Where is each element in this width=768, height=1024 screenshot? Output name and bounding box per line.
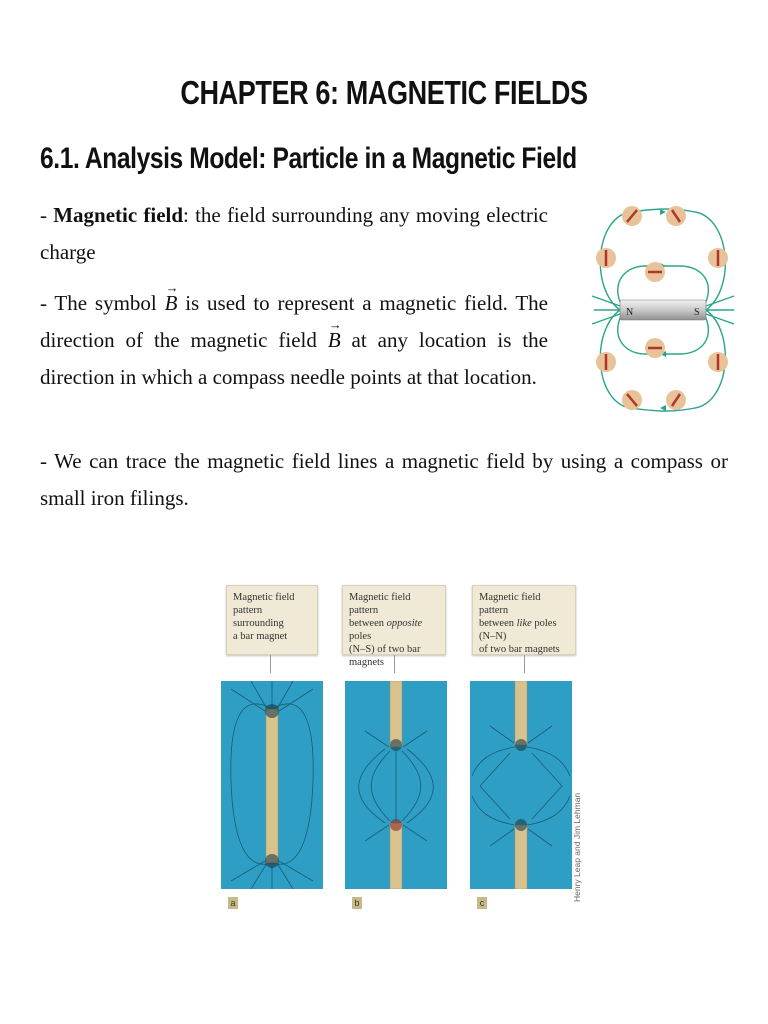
term-magnetic-field: Magnetic field: [53, 203, 184, 227]
compass-needle: [708, 352, 728, 372]
caption-emphasis: like: [516, 618, 532, 629]
caption-line: Magnetic field pattern: [349, 592, 411, 616]
compass-needle: [645, 338, 665, 358]
caption-line: (N–S) of two bar magnets: [349, 644, 421, 668]
caption-text: poles: [349, 631, 372, 642]
caption-line: pattern surrounding: [233, 605, 284, 629]
photo-label-b: b: [352, 897, 362, 909]
vector-b-symbol: → B: [328, 322, 341, 359]
paragraph-symbol-b: [40, 285, 548, 396]
caption-text: between: [349, 618, 387, 629]
vector-b-symbol: → B: [165, 285, 178, 322]
text-segment: is used to represent a magnetic field. The direction of the magnetic field: [40, 291, 548, 352]
chapter-title: CHAPTER 6: MAGNETIC FIELDS: [180, 74, 588, 111]
caption-a: [226, 585, 318, 655]
compass-needle: [596, 248, 616, 268]
compass-needle: [708, 248, 728, 268]
photo-credit: [572, 782, 584, 902]
caption-line: Magnetic field pattern: [479, 592, 541, 616]
photo-label-c: c: [477, 897, 487, 909]
south-pole-label: S: [694, 307, 700, 318]
definition-text: : the field surrounding any moving electric charge: [40, 203, 548, 264]
compass-needle: [622, 390, 642, 410]
compass-needle: [645, 262, 665, 282]
paragraph-magnetic-field-definition: [40, 197, 548, 271]
bar-magnet-compass-figure: [590, 198, 736, 416]
compass-needle: [596, 352, 616, 372]
caption-c: [472, 585, 576, 655]
caption-text: poles (N–N): [479, 618, 557, 642]
caption-line: of two bar magnets: [479, 644, 560, 655]
compass-needle: [666, 206, 686, 226]
text-segment: - The symbol: [40, 291, 165, 315]
compass-needle: [666, 390, 686, 410]
bullet-dash: -: [40, 203, 54, 227]
caption-pointer: [270, 655, 271, 673]
north-pole-label: N: [626, 307, 634, 318]
iron-filings-figure: [218, 585, 588, 915]
caption-line: [349, 617, 439, 643]
caption-b: [342, 585, 446, 668]
photo-opposite-poles: [345, 681, 447, 889]
caption-text: between: [479, 618, 517, 629]
caption-line: Magnetic field: [233, 592, 295, 603]
section-heading: 6.1. Analysis Model: Particle in a Magnetic Field: [40, 142, 577, 175]
caption-line: [479, 617, 569, 643]
compass-needle: [622, 206, 642, 226]
caption-pointer: [524, 655, 525, 673]
caption-line: a bar magnet: [233, 631, 288, 642]
photo-like-poles: [470, 681, 572, 889]
paragraph-tracing-field-lines: - We can trace the magnetic field lines a magnetic field by using a compass or small iron filings.: [40, 449, 728, 510]
photo-label-a: a: [228, 897, 238, 909]
text-segment: at any location is the direction in which a compass needle points at that location.: [40, 328, 548, 389]
photo-single-bar-magnet: [221, 681, 323, 889]
caption-pointer: [394, 655, 395, 673]
caption-emphasis: opposite: [386, 618, 423, 629]
photo-credit-text: Henry Leap and Jim Lehman: [572, 792, 582, 902]
